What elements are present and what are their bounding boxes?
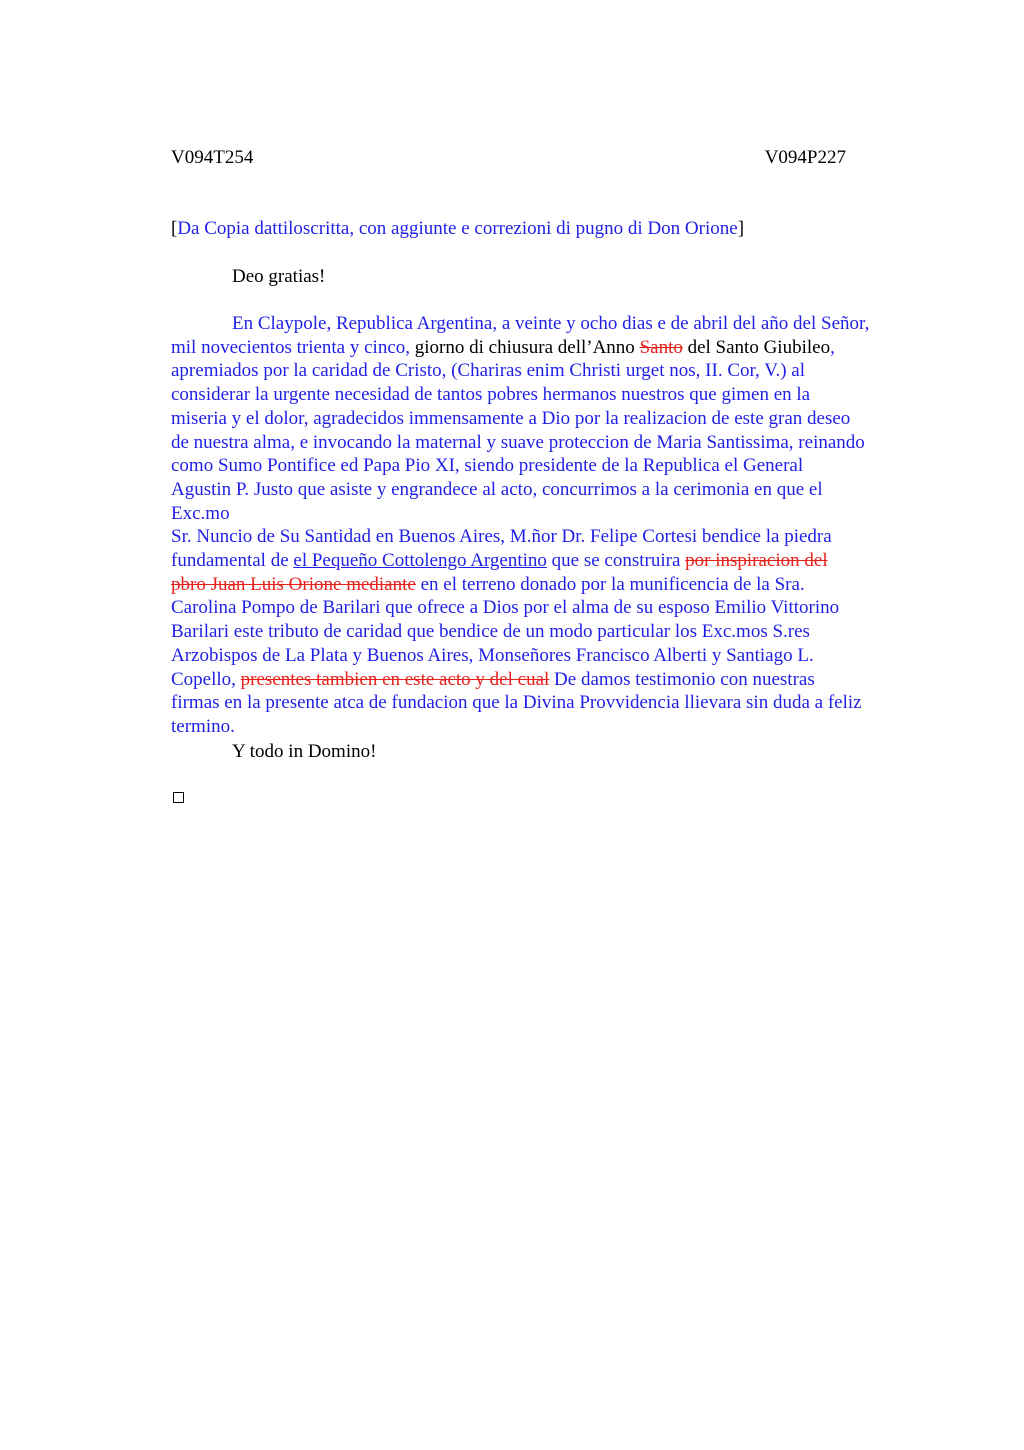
added-text: mil novecientos trienta y cinco, <box>171 336 411 358</box>
body-line: considerar la urgente necesidad de tantos pobres hermanos nuestros que gimen en la <box>171 384 811 406</box>
source-note-text: Da Copia dattiloscritta, con aggiunte e correzioni di pugno di Don Orione <box>177 218 738 239</box>
added-text: que se construira <box>546 550 686 572</box>
body-line: Agustin P. Justo que asiste y engrandece al acto, concurrimos a la cerimonia en que el <box>171 478 823 500</box>
plain-text: del Santo Giubileo <box>682 336 831 358</box>
document-code-right: V094P227 <box>764 147 846 168</box>
added-text: en el terreno donado por la munificencia de la Sra. <box>415 573 805 595</box>
body-line: como Sumo Pontifice ed Papa Pio XI, siendo presidente de la Republica el General <box>171 455 804 477</box>
body-line: Exc.mo <box>171 502 230 524</box>
body-line <box>171 573 931 597</box>
page-header <box>171 146 846 170</box>
document-code-left: V094T254 <box>171 147 254 168</box>
deleted-text: Santo <box>639 336 683 358</box>
body-line: Barilari este tributo de caridad que bendice de un modo particular los Exc.mos S.res <box>171 621 810 643</box>
deleted-text: por inspiracion del <box>685 550 828 572</box>
deleted-text: pbro Juan Luis Orione mediante <box>171 573 416 595</box>
source-note <box>171 217 744 241</box>
body-line: de nuestra alma, e invocando la maternal y suave proteccion de Maria Santissima, reinando <box>171 431 865 453</box>
greeting: Deo gratias! <box>232 266 326 287</box>
closing-line: Y todo in Domino! <box>232 741 377 762</box>
body-line: Arzobispos de La Plata y Buenos Aires, Monseñores Francisco Alberti y Santiago L. <box>171 644 814 666</box>
body-line: termino. <box>171 715 235 737</box>
body-line <box>171 549 931 573</box>
body-line: Carolina Pompo de Barilari que ofrece a Dios por el alma de su esposo Emilio Vittorino <box>171 597 840 619</box>
body-line: Sr. Nuncio de Su Santidad en Buenos Aires, M.ñor Dr. Felipe Cortesi bendice la piedra <box>171 526 832 548</box>
added-text: fundamental de <box>171 550 294 572</box>
added-text: Copello, <box>171 668 241 690</box>
body-paragraph <box>171 312 931 739</box>
body-line: miseria y el dolor, agradecidos immensamente a Dio por la realizacion de este gran deseo <box>171 407 851 429</box>
deleted-text: presentes tambien en este acto y del cual <box>240 668 550 690</box>
body-line: firmas en la presente atca de fundacion que la Divina Provvidencia llievara sin duda a feliz <box>171 692 862 714</box>
plain-text: giorno di chiusura dell’Anno <box>410 336 640 358</box>
body-line <box>171 336 931 360</box>
underlined-text: el Pequeño Cottolengo Argentino <box>293 550 547 572</box>
body-line: En Claypole, Republica Argentina, a veinte y ocho dias e de abril del año del Señor, <box>232 313 870 334</box>
added-text: , <box>830 336 835 358</box>
end-marker-box <box>173 792 184 803</box>
added-text: De damos testimonio con nuestras <box>549 668 815 690</box>
source-close-bracket: ] <box>737 218 745 239</box>
body-line <box>171 668 931 692</box>
body-line: apremiados por la caridad de Cristo, (Chariras enim Christi urget nos, II. Cor, V.) al <box>171 360 806 382</box>
source-open-bracket: [ <box>171 218 178 239</box>
